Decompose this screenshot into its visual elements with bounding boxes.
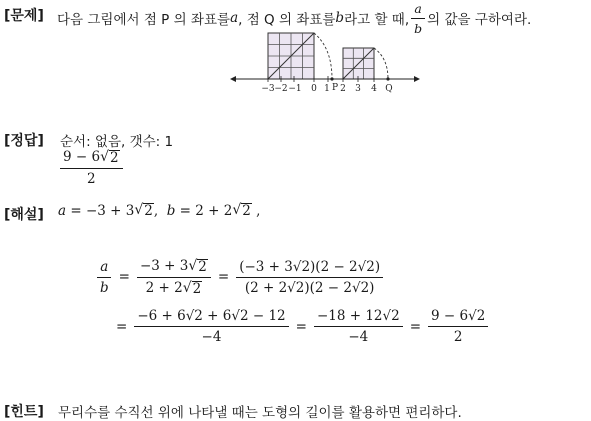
eq2-frac2-den: −4 — [348, 329, 369, 345]
eq2-frac1-den: −4 — [201, 329, 222, 345]
solution-b-radicand: 2 — [242, 203, 251, 220]
solution-definitions: a = −3 + 3 √ 2 , b = 2 + 2 √ 2 , — [58, 202, 261, 220]
problem-var-b: b — [335, 10, 345, 26]
eq1-frac-ab-den: b — [100, 279, 109, 296]
point-Q-label: Q — [385, 84, 393, 94]
answer-frac — [60, 149, 123, 187]
equation-line-1 — [95, 258, 385, 297]
answer-num-sqrt: √ 2 — [100, 149, 119, 166]
eq-sign: = — [217, 269, 230, 286]
eq2-frac1 — [134, 308, 288, 345]
eq1-frac-ab-num: a — [97, 259, 111, 278]
problem-text-part2: , 점 Q 의 좌표를 — [238, 12, 336, 28]
eq1-frac1-num-left: −3 + 3 — [139, 258, 189, 274]
eq2-frac3-num: 9 − 6√2 — [428, 308, 488, 327]
solution-a-lhs: a — [58, 203, 67, 219]
eq-sign: = — [295, 318, 307, 335]
solution-b-lhs: b — [166, 203, 176, 219]
answer-frac-den: 2 — [87, 170, 96, 187]
answer-label: [정답] — [4, 133, 44, 149]
tick-label: −3 — [261, 84, 275, 94]
tick-label: 2 — [340, 84, 346, 94]
solution-label: [해설] — [4, 207, 44, 223]
solution-b-rhs: = 2 + 2 — [175, 203, 233, 219]
hint-label: [힌트] — [4, 404, 44, 420]
eq1-frac1-den: 2 + 2 √ 2 — [145, 279, 202, 297]
answer-fraction — [58, 149, 125, 187]
solution-a-sqrt: √ 2 — [134, 202, 153, 220]
point-P-dot — [330, 77, 333, 80]
tick-label: 3 — [355, 84, 361, 94]
eq1-frac2-den: (2 + 2√2)(2 − 2√2) — [244, 279, 375, 296]
equation-line-2 — [111, 308, 490, 345]
eq1-frac1-num: −3 + 3 √ 2 — [137, 258, 211, 278]
hint-text: 무리수를 수직선 위에 나타낼 때는 도형의 길이를 활용하면 편리하다. — [58, 405, 462, 421]
solution-a-rhs: = −3 + 3 — [66, 203, 135, 219]
problem-var-a: a — [230, 10, 239, 26]
answer-num-radicand: 2 — [110, 150, 119, 166]
tick-label: 0 — [311, 84, 317, 94]
tick-label: 1 — [324, 84, 330, 94]
eq-sign: = — [116, 318, 128, 335]
eq1-frac1-den-left: 2 + 2 — [145, 279, 183, 296]
axis-arrow-left — [230, 76, 236, 82]
solution-b-sqrt: √ 2 — [232, 202, 251, 220]
eq1-frac-ab — [97, 259, 112, 296]
eq2-frac1-num: −6 + 6√2 + 6√2 − 12 — [134, 308, 288, 327]
answer-frac-num — [60, 149, 123, 169]
number-line-figure — [228, 28, 424, 94]
problem-text-part1: 다음 그림에서 점 P 의 좌표를 — [57, 12, 231, 28]
problem-text-part3: 라고 할 때, — [344, 12, 410, 28]
arc-P — [314, 33, 332, 79]
problem-text-part4: 의 값을 구하여라. — [427, 12, 532, 28]
eq1-frac2-num: (−3 + 3√2)(2 − 2√2) — [236, 259, 383, 278]
eq1-frac2 — [236, 259, 383, 296]
eq1-frac1 — [137, 258, 211, 297]
eq2-frac3-den: 2 — [453, 329, 463, 345]
eq2-frac2-num: −18 + 12√2 — [314, 308, 403, 327]
problem-fraction-num: a — [411, 1, 424, 19]
solution-a-radicand: 2 — [144, 203, 153, 220]
axis-arrow-right — [414, 76, 420, 82]
eq-sign: = — [118, 269, 130, 286]
answer-num-left: 9 − 6 — [63, 149, 101, 165]
answer-line1: 순서: 없음, 갯수: 1 — [60, 134, 174, 150]
point-Q-dot — [386, 77, 389, 80]
eq1-frac1-num-rad: 2 — [198, 259, 207, 275]
tick-label: 4 — [371, 84, 377, 94]
problem-label: [문제] — [4, 8, 44, 24]
eq2-frac2 — [314, 308, 403, 345]
eq1-frac1-den-rad: 2 — [192, 280, 202, 297]
problem-fraction-den: b — [414, 20, 423, 36]
point-P-label: P — [331, 83, 339, 93]
arc-Q — [374, 48, 388, 79]
eq-sign: = — [409, 318, 422, 335]
tick-label: −1 — [288, 84, 302, 94]
solution-trail: , — [251, 203, 261, 219]
eq2-frac3 — [428, 308, 488, 345]
tick-label: −2 — [274, 84, 288, 94]
